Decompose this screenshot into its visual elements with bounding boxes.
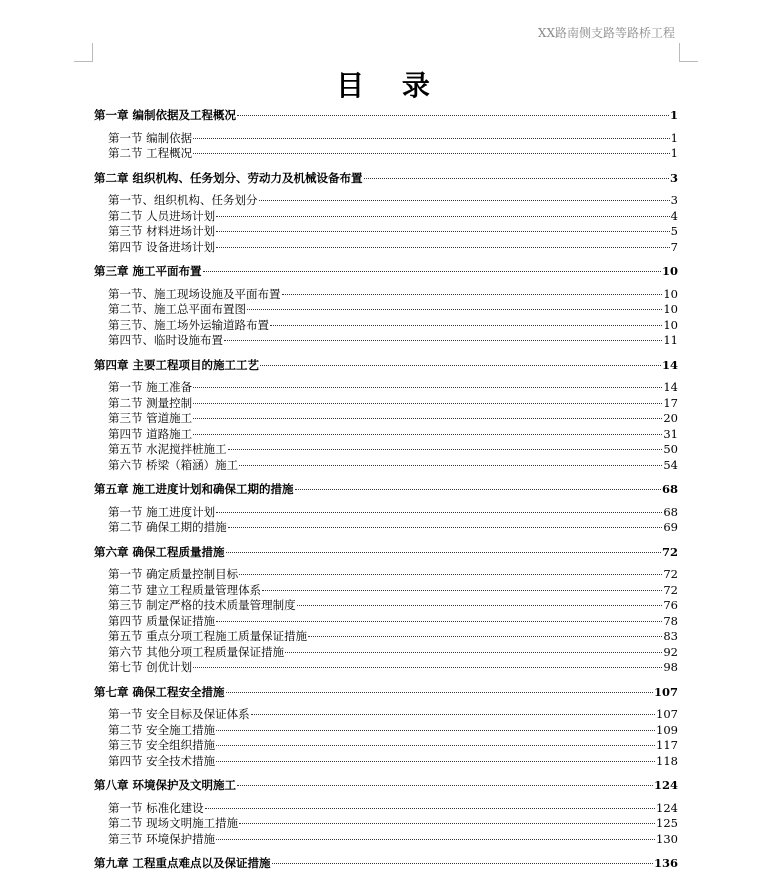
toc-section-entry[interactable]	[94, 505, 678, 521]
toc-entry-label: 第三节 安全组织措施	[108, 738, 216, 752]
toc-dot-leader	[216, 216, 670, 217]
toc-page-number: 10	[663, 317, 678, 332]
toc-section-entry[interactable]	[94, 660, 678, 676]
toc-dot-leader	[260, 365, 661, 366]
toc-entry-label: 第七节 创优计划	[108, 660, 193, 674]
toc-page-number: 76	[663, 598, 678, 612]
toc-chapter-entry[interactable]	[94, 545, 678, 561]
toc-entry-label: 第三节、施工场外运输道路布置	[108, 317, 269, 332]
toc-page-number: 14	[661, 357, 678, 372]
toc-page-number: 124	[656, 800, 678, 815]
toc-section-entry[interactable]	[94, 645, 678, 661]
toc-entry-label: 第五节 重点分项工程施工质量保证措施	[108, 629, 308, 643]
toc-dot-leader	[193, 138, 670, 139]
toc-section-entry[interactable]	[94, 442, 678, 458]
toc-section-entry[interactable]	[94, 801, 678, 817]
toc-section-entry[interactable]	[94, 816, 678, 832]
toc-page-number: 68	[661, 482, 678, 496]
toc-dot-leader	[239, 465, 662, 466]
toc-page-number: 107	[656, 707, 678, 721]
toc-chapter-entry[interactable]	[94, 856, 678, 872]
toc-entry-label: 第二节、施工总平面布置图	[108, 302, 246, 316]
toc-title: 目 录	[336, 69, 444, 102]
toc-dot-leader	[216, 512, 662, 513]
toc-entry-label: 第六节 其他分项工程质量保证措施	[108, 644, 285, 659]
toc-section-entry[interactable]	[94, 318, 678, 334]
toc-entry-label: 第七章 确保工程安全措施	[94, 684, 225, 699]
toc-page-number: 10	[661, 264, 678, 278]
toc-entry-label: 第六章 确保工程质量措施	[94, 544, 225, 559]
toc-entry-label: 第四节 设备进场计划	[108, 239, 216, 254]
toc-entry-label: 第四节 安全技术措施	[108, 753, 216, 768]
toc-entry-label: 第一节 标准化建设	[108, 800, 204, 815]
toc-chapter-entry[interactable]	[94, 685, 678, 701]
toc-section-entry[interactable]	[94, 224, 678, 240]
toc-page-number: 72	[663, 582, 678, 597]
toc-section-entry[interactable]	[94, 209, 678, 225]
toc-section-entry[interactable]	[94, 411, 678, 427]
toc-entry-label: 第三节 管道施工	[108, 411, 193, 425]
toc-chapter-entry[interactable]	[94, 358, 678, 374]
toc-page-number: 78	[663, 613, 678, 628]
toc-entry-label: 第三节 制定严格的技术质量管理制度	[108, 598, 296, 612]
toc-entry-label: 第一节 施工进度计划	[108, 504, 216, 519]
toc-dot-leader	[226, 692, 653, 693]
toc-section-entry[interactable]	[94, 598, 678, 614]
toc-dot-leader	[282, 294, 663, 295]
toc-page-number: 124	[653, 778, 678, 792]
toc-dot-leader	[297, 605, 663, 606]
toc-section-entry[interactable]	[94, 723, 678, 739]
toc-page-number: 125	[656, 816, 678, 830]
toc-dot-leader	[239, 823, 655, 824]
toc-section-entry[interactable]	[94, 738, 678, 754]
toc-page-number: 72	[661, 544, 678, 559]
toc-entry-label: 第五章 施工进度计划和确保工期的措施	[94, 482, 294, 496]
toc-section-entry[interactable]	[94, 832, 678, 848]
toc-dot-leader	[216, 621, 662, 622]
toc-entry-label: 第三章 施工平面布置	[94, 264, 202, 278]
toc-entry-label: 第二节 测量控制	[108, 395, 193, 410]
toc-section-entry[interactable]	[94, 131, 678, 147]
toc-dot-leader	[193, 667, 662, 668]
toc-section-entry[interactable]	[94, 427, 678, 443]
toc-dot-leader	[262, 590, 662, 591]
toc-section-entry[interactable]	[94, 240, 678, 256]
toc-page-number: 1	[670, 146, 678, 160]
toc-entry-label: 第一节、施工现场设施及平面布置	[108, 286, 281, 301]
toc-page-number: 107	[653, 684, 678, 699]
toc-entry-label: 第四节、临时设施布置	[108, 333, 223, 347]
toc-entry-label: 第二节 现场文明施工措施	[108, 816, 239, 830]
toc-page-number: 10	[663, 286, 678, 301]
toc-chapter-entry[interactable]	[94, 778, 678, 794]
toc-dot-leader	[228, 449, 663, 450]
toc-entry-label: 第九章 工程重点难点以及保证措施	[94, 856, 271, 870]
toc-page-number: 130	[656, 831, 678, 846]
document-header-title: XX路南侧支路等路桥工程	[537, 26, 675, 40]
toc-page-number: 118	[656, 753, 678, 768]
toc-entry-label: 第二节 人员进场计划	[108, 208, 216, 223]
toc-page-number: 117	[656, 738, 678, 752]
toc-entry-label: 第二节 确保工期的措施	[108, 520, 227, 534]
toc-entry-label: 第一节 安全目标及保证体系	[108, 707, 250, 721]
toc-entry-label: 第四节 质量保证措施	[108, 613, 216, 628]
toc-entry-label: 第三节 材料进场计划	[108, 224, 216, 238]
toc-section-entry[interactable]	[94, 333, 678, 349]
crop-mark-top-right	[679, 43, 698, 62]
toc-chapter-entry[interactable]	[94, 482, 678, 498]
toc-dot-leader	[216, 839, 655, 840]
toc-page-number: 20	[663, 411, 678, 425]
toc-entry-label: 第四节 道路施工	[108, 426, 193, 441]
toc-entry-label: 第一节 编制依据	[108, 130, 193, 145]
toc-dot-leader	[226, 552, 661, 553]
toc-page-number: 3	[669, 170, 678, 185]
toc-page-number: 3	[670, 193, 678, 207]
toc-page-number: 50	[663, 442, 678, 456]
toc-page-number: 109	[656, 722, 678, 737]
toc-entry-label: 第二章 组织机构、任务划分、劳动力及机械设备布置	[94, 170, 363, 185]
toc-section-entry[interactable]	[94, 614, 678, 630]
toc-entry-label: 第一章 编制依据及工程概况	[94, 108, 237, 122]
toc-section-entry[interactable]	[94, 193, 678, 209]
toc-dot-leader	[308, 636, 662, 637]
toc-dot-leader	[251, 714, 655, 715]
toc-entry-label: 第二节 工程概况	[108, 146, 193, 160]
toc-dot-leader	[216, 761, 655, 762]
toc-page-number: 1	[670, 130, 678, 145]
toc-dot-leader	[272, 863, 653, 864]
toc-dot-leader	[216, 247, 670, 248]
toc-dot-leader	[193, 153, 670, 154]
toc-dot-leader	[237, 115, 669, 116]
toc-page-number: 98	[663, 660, 678, 674]
toc-section-entry[interactable]	[94, 458, 678, 474]
toc-page-number: 5	[670, 224, 678, 238]
toc-dot-leader	[224, 340, 662, 341]
table-of-contents	[94, 108, 678, 879]
toc-entry-label: 第二节 安全施工措施	[108, 722, 216, 737]
toc-dot-leader	[193, 418, 662, 419]
toc-page-number: 83	[663, 629, 678, 643]
toc-entry-label: 第一节 施工准备	[108, 380, 193, 394]
toc-dot-leader	[193, 403, 662, 404]
toc-dot-leader	[247, 309, 662, 310]
toc-dot-leader	[216, 231, 670, 232]
toc-dot-leader	[239, 574, 662, 575]
toc-section-entry[interactable]	[94, 146, 678, 162]
crop-mark-top-left	[74, 43, 93, 62]
toc-dot-leader	[216, 730, 655, 731]
toc-entry-label: 第六节 桥梁（箱涵）施工	[108, 457, 239, 472]
toc-section-entry[interactable]	[94, 396, 678, 412]
toc-page-number: 54	[663, 457, 678, 472]
toc-section-entry[interactable]	[94, 583, 678, 599]
toc-section-entry[interactable]	[94, 520, 678, 536]
toc-dot-leader	[364, 178, 669, 179]
toc-dot-leader	[216, 745, 655, 746]
toc-dot-leader	[228, 527, 663, 528]
toc-page-number: 11	[663, 333, 678, 347]
toc-page-number: 72	[663, 567, 678, 581]
toc-entry-label: 第八章 环境保护及文明施工	[94, 778, 237, 792]
toc-page-number: 92	[663, 644, 678, 659]
toc-page-number: 10	[663, 302, 678, 316]
toc-page-number: 31	[663, 426, 678, 441]
toc-page-number: 1	[669, 108, 678, 122]
toc-dot-leader	[203, 271, 661, 272]
toc-page-number: 17	[663, 395, 678, 410]
toc-section-entry[interactable]	[94, 754, 678, 770]
toc-entry-label: 第三节 环境保护措施	[108, 831, 216, 846]
toc-page-number: 14	[663, 380, 678, 394]
toc-entry-label: 第一节 确定质量控制目标	[108, 567, 239, 581]
toc-entry-label: 第五节 水泥搅拌桩施工	[108, 442, 227, 456]
toc-chapter-entry[interactable]	[94, 171, 678, 187]
toc-section-entry[interactable]	[94, 567, 678, 583]
toc-entry-label: 第二节 建立工程质量管理体系	[108, 582, 262, 597]
toc-entry-label: 第一节、组织机构、任务划分	[108, 193, 258, 207]
toc-section-entry[interactable]	[94, 287, 678, 303]
toc-dot-leader	[295, 489, 661, 490]
toc-dot-leader	[285, 652, 662, 653]
toc-chapter-entry[interactable]	[94, 108, 678, 124]
toc-entry-label: 第四章 主要工程项目的施工工艺	[94, 357, 260, 372]
toc-section-entry[interactable]	[94, 380, 678, 396]
toc-dot-leader	[237, 785, 653, 786]
toc-page-number: 7	[670, 239, 678, 254]
toc-page-number: 69	[663, 520, 678, 534]
toc-section-entry[interactable]	[94, 707, 678, 723]
toc-section-entry[interactable]	[94, 629, 678, 645]
toc-dot-leader	[259, 200, 670, 201]
toc-dot-leader	[270, 325, 662, 326]
toc-dot-leader	[193, 434, 662, 435]
toc-page-number: 136	[653, 856, 678, 870]
toc-dot-leader	[193, 387, 662, 388]
toc-page-number: 68	[663, 504, 678, 519]
toc-section-entry[interactable]	[94, 302, 678, 318]
toc-chapter-entry[interactable]	[94, 264, 678, 280]
toc-page-number: 4	[670, 208, 678, 223]
toc-dot-leader	[205, 808, 655, 809]
